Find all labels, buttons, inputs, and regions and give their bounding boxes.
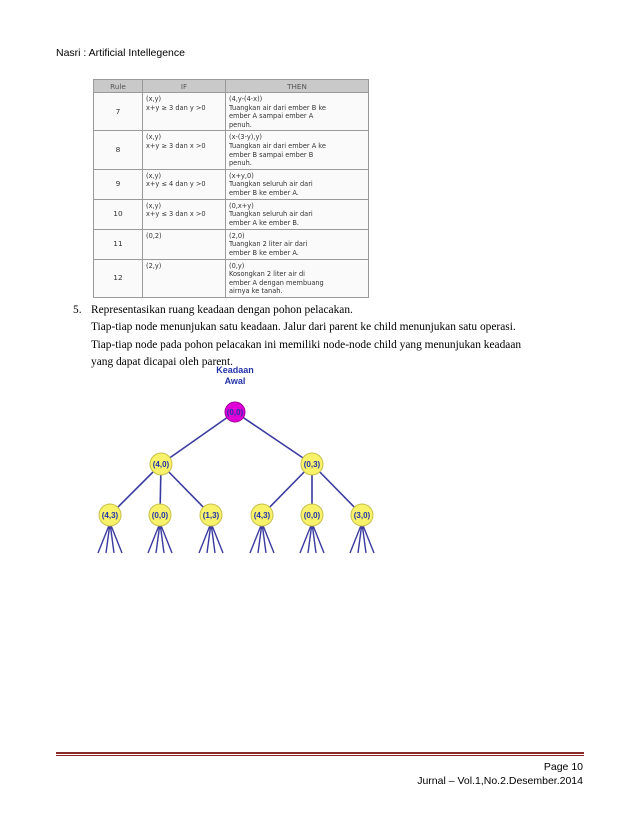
then-line: airnya ke tanah. bbox=[229, 287, 283, 296]
table-row bbox=[94, 131, 369, 169]
rule-number-cell: 10 bbox=[94, 199, 143, 229]
then-line: ember A sampai ember A bbox=[229, 112, 314, 121]
then-line: ember A ke ember B. bbox=[229, 218, 300, 227]
rule-number-cell: 8 bbox=[94, 131, 143, 169]
list-item-number: 5. bbox=[73, 304, 82, 316]
then-line: Tuangkan air dari ember B ke bbox=[229, 103, 326, 112]
level2-node-label: (4,3) bbox=[253, 511, 271, 520]
rules-table-body bbox=[94, 93, 369, 298]
root-node-label: (0,0) bbox=[226, 408, 244, 417]
then-line: Tuangkan seluruh air dari bbox=[229, 180, 313, 189]
level2-node-label: (3,0) bbox=[353, 511, 371, 520]
root-label-line2: Awal bbox=[224, 376, 246, 386]
table-row bbox=[94, 199, 369, 229]
rule-number-cell: 12 bbox=[94, 259, 143, 297]
rule-number-cell: 7 bbox=[94, 93, 143, 131]
column-header-rule: Rule bbox=[94, 80, 143, 93]
rule-number-cell: 11 bbox=[94, 229, 143, 259]
table-row bbox=[94, 169, 369, 199]
table-header-row bbox=[94, 80, 369, 93]
item5-line-2: Tiap-tiap node menunjukan satu keadaan. Jalur dari parent ke child menunjukan satu operasi. bbox=[91, 321, 516, 334]
footer-divider bbox=[56, 752, 584, 754]
then-line: (0,x+y) bbox=[229, 201, 254, 210]
journal-info: Jurnal – Vol.1,No.2.Desember.2014 bbox=[417, 775, 583, 787]
root-label: Keadaan bbox=[216, 365, 254, 375]
then-action-cell bbox=[226, 229, 369, 259]
list-item-body bbox=[91, 302, 573, 372]
then-line: ember A dengan membuang bbox=[229, 278, 324, 287]
then-line: (x-(3-y),y) bbox=[229, 133, 262, 142]
page-number: Page 10 bbox=[543, 761, 583, 773]
if-line: x+y ≥ 3 dan y >0 bbox=[146, 103, 206, 112]
level2-node-label: (0,0) bbox=[303, 511, 321, 520]
tree-edge bbox=[235, 412, 312, 464]
column-header-then: THEN bbox=[226, 80, 369, 93]
then-line: Tuangkan seluruh air dari bbox=[229, 210, 313, 219]
rules-table bbox=[93, 79, 369, 298]
then-line: (2,0) bbox=[229, 231, 245, 240]
then-action-cell bbox=[226, 199, 369, 229]
if-line: x+y ≥ 3 dan x >0 bbox=[146, 141, 206, 150]
if-condition-cell bbox=[143, 259, 226, 297]
if-line: (x,y) bbox=[146, 171, 162, 180]
level2-node-label: (4,3) bbox=[101, 511, 119, 520]
then-line: (0,y) bbox=[229, 261, 245, 270]
if-line: (2,y) bbox=[146, 261, 162, 270]
if-condition-cell bbox=[143, 131, 226, 169]
item5-line-3: Tiap-tiap node pada pohon pelacakan ini memiliki node-node child yang menunjukan keadaan bbox=[91, 338, 522, 351]
then-line: (x+y,0) bbox=[229, 171, 254, 180]
page-header: Nasri : Artificial Intellegence bbox=[56, 47, 185, 59]
level1-node-label: (0,3) bbox=[303, 460, 321, 469]
table-row bbox=[94, 93, 369, 131]
level2-node-label: (1,3) bbox=[202, 511, 220, 520]
list-item-5 bbox=[73, 302, 573, 372]
if-condition-cell bbox=[143, 229, 226, 259]
then-action-cell bbox=[226, 131, 369, 169]
then-line: penuh. bbox=[229, 120, 252, 129]
then-line: Tuangkan air dari ember A ke bbox=[229, 141, 326, 150]
if-condition-cell bbox=[143, 93, 226, 131]
rule-number-cell: 9 bbox=[94, 169, 143, 199]
if-condition-cell bbox=[143, 169, 226, 199]
then-line: ember B ke ember A. bbox=[229, 248, 299, 257]
item5-line-4: yang dapat dicapai oleh parent. bbox=[91, 356, 234, 369]
item5-line-1: Representasikan ruang keadaan dengan pohon pelacakan. bbox=[91, 304, 353, 316]
if-condition-cell bbox=[143, 199, 226, 229]
level1-node-label: (4,0) bbox=[152, 460, 170, 469]
if-line: (x,y) bbox=[146, 95, 162, 103]
footer-divider-thin bbox=[56, 755, 584, 756]
if-line: x+y ≤ 3 dan x >0 bbox=[146, 210, 206, 219]
then-line: (4,y-(4-x)) bbox=[229, 95, 263, 103]
if-line: (x,y) bbox=[146, 201, 162, 210]
search-tree-diagram bbox=[88, 365, 388, 560]
table-row bbox=[94, 229, 369, 259]
level2-node-label: (0,0) bbox=[151, 511, 169, 520]
then-line: penuh. bbox=[229, 159, 252, 168]
then-action-cell bbox=[226, 259, 369, 297]
then-line: ember B sampai ember B bbox=[229, 150, 314, 159]
tree-edge bbox=[161, 412, 235, 464]
then-line: Kosongkan 2 liter air di bbox=[229, 270, 305, 279]
then-action-cell bbox=[226, 169, 369, 199]
if-line: (0,2) bbox=[146, 231, 162, 240]
then-line: ember B ke ember A. bbox=[229, 188, 299, 197]
then-action-cell bbox=[226, 93, 369, 131]
if-line: (x,y) bbox=[146, 133, 162, 142]
table-row bbox=[94, 259, 369, 297]
if-line: x+y ≤ 4 dan y >0 bbox=[146, 180, 206, 189]
then-line: Tuangkan 2 liter air dari bbox=[229, 240, 308, 249]
column-header-if: IF bbox=[143, 80, 226, 93]
